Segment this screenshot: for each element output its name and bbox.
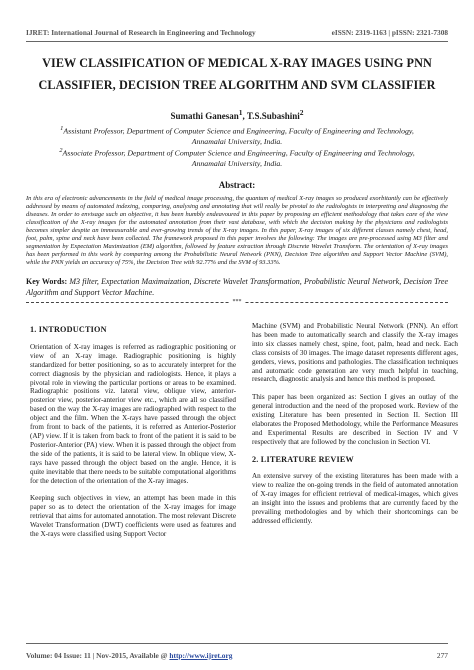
- keywords: [26, 276, 448, 299]
- footer-rule: [26, 643, 448, 644]
- title-line-2: CLASSIFIER, DECISION TREE ALGORITHM AND SVM CLASSIFIER: [38, 78, 436, 92]
- page-number: 277: [436, 650, 448, 660]
- left-column: [30, 322, 236, 548]
- paper-title: [26, 52, 448, 96]
- journal-link[interactable]: http://www.ijret.org: [169, 650, 233, 660]
- keywords-label: Key Words:: [26, 277, 68, 286]
- running-header: [26, 26, 448, 38]
- author-separator: ,: [242, 111, 247, 121]
- footer-volume-text: Volume: 04 Issue: 11 | Nov-2015, Available @: [26, 650, 170, 660]
- literature-paragraph-1: An extensive survey of the existing literatures has been made with a view to realize the on-going trends in the field of automated annotation of X-ray images for efficient retrieval of medical-images, which gives an insight into the issues and problems that are currently faced by the prevailing methodologies and by which their shortcomings can be addressed efficiently.: [252, 472, 458, 525]
- keywords-text: M3 filter, Expectation Maximaization, Discrete Wavelet Transformation, Probabilistic Neural Network, Decision Tree Algorithm and Support Vector Machine.: [26, 277, 448, 298]
- title-line-1: VIEW CLASSIFICATION OF MEDICAL X-RAY IMAGES USING PNN: [42, 56, 432, 70]
- affiliation-1-mark: 1: [60, 125, 64, 132]
- intro-paragraph-2: Keeping such objectives in view, an attempt has been made in this paper so as to detect the orientation of the X-ray images for image retrieval that aims for automated annotation. The most relevant Discrete Wavelet Transformation (DWT) coefficients were used as features and the X-rays were classified using Support Vector: [30, 494, 236, 538]
- header-rule: [26, 41, 448, 42]
- footer-volume: [26, 651, 232, 660]
- section-divider: [26, 299, 448, 309]
- affiliation-2-line-1: Associate Professor, Department of Computer Science and Engineering, Faculty of Engineering and Technology,: [62, 148, 415, 158]
- author-1: Sumathi Ganesan: [170, 111, 239, 121]
- author-list: [26, 108, 448, 121]
- abstract-text: In this era of electronic advancements in the field of medical image processing, the quantum of medical X-ray images so produced exorbitantly can be effectively addressed by means of automated indexing, comparing, analysing and annotating that will really be pivotal to the radiologists in interpreting and diagnosing the diseases. In order to envisage such an objective, it has been humbly endeavoured in this paper by proposing an efficient methodology that takes care of the view classification of the X-ray images for the automated annotation from their vast database, with which the decision making by the physicians and radiologists becomes simpler despite an immeasurable and ever-growing trends of the X-ray images. In this paper, X-ray images of six different classes namely chest, head, foot, palm, spine and neck have been collected. The framework proposed in this paper involves the following: The images are pre-processed using M3 filter and segmentation by Expectation Maximization (EM) algorithm, followed by feature extraction through Discrete Wavelet Transform. The orientation of X-ray images has been performed in this work by comparing among the Probabilistic Neural Network (PNN), Decision Tree algorithm and Support Vector Machine (SVM), while the PNN yields an accuracy of 75%, the Decision Tree with 92.77% and the SVM of 93.33%.: [26, 195, 448, 267]
- literature-review-heading: 2. LITERATURE REVIEW: [252, 454, 354, 464]
- affiliation-2: [40, 146, 434, 169]
- right-column: [252, 322, 458, 535]
- right-paragraph-1: Machine (SVM) and Probabilistic Neural Network (PNN). An effort has been made to automatically search and classify the X-ray images into six classes namely chest, spine, foot, palm, head and neck. Each class consists of 30 images. The image dataset represents different ages, genders, views, positions and pathologies. The classification techniques and automatic code generation are very much helpful in teaching, research, diagnostic analysis and hence this method is proposed.: [252, 322, 458, 384]
- affiliation-1: [40, 124, 434, 147]
- author-1-mark: 1: [238, 108, 243, 117]
- affiliation-2-line-2: Annamalai University, India.: [191, 158, 283, 168]
- running-footer: [26, 649, 448, 661]
- journal-name: IJRET: International Journal of Research in Engineering and Technology: [26, 27, 256, 37]
- affiliation-1-line-2: Annamalai University, India.: [191, 136, 283, 146]
- right-paragraph-2: This paper has been organized as: Section I gives an outlay of the general introduction and the need of the proposed work. Review of the existing Literature has been presented in Section II. Section III elaborates the Proposed Methodology, while the Performance Measures and Experimental Results are described in Section IV and V respectively that are followed by the conclusion in Section VI.: [252, 393, 458, 446]
- divider-stars: ***: [230, 299, 245, 305]
- author-2: T.S.Subashini: [246, 111, 300, 121]
- abstract-heading: Abstract:: [218, 180, 256, 190]
- intro-paragraph-1: Orientation of X-ray images is referred as radiographic positioning or view of an X-ray image. Radiographic positioning is highly standardized for better positioning, so as to accurately interpret for the correct diagnosis by the physician and radiologists. Hence, it plays a pivotal role in viewing the particular portions or areas to be examined. Radiographic positions viz. lateral view, oblique view, anterior-posterior view, posterior-anterior view etc., which are all so classified based on the way the X-ray images are radiographed with respect to the object and the film. When the X-rays have passed through the object from front to back of the patients, it is referred as Anterior-Posterior (AP) view. If it is taken from back to front of the patient it is said to be Posterior-Anterior (PA) view. When it is passed through the object from the side of the patients, it is said to be lateral view. In oblique view, X-rays have passed through the object based on the angle. Hence, it is quite inevitable that there needs to be suitable computational algorithms for the detection of the orientation of the X-ray images.: [30, 342, 236, 485]
- author-2-mark: 2: [299, 108, 304, 117]
- issn-info: eISSN: 2319-1163 | pISSN: 2321-7308: [331, 27, 448, 37]
- affiliation-1-line-1: Assistant Professor, Department of Computer Science and Engineering, Faculty of Engineering and Technology,: [63, 126, 414, 136]
- affiliation-2-mark: 2: [59, 147, 63, 154]
- introduction-heading: 1. INTRODUCTION: [30, 325, 107, 334]
